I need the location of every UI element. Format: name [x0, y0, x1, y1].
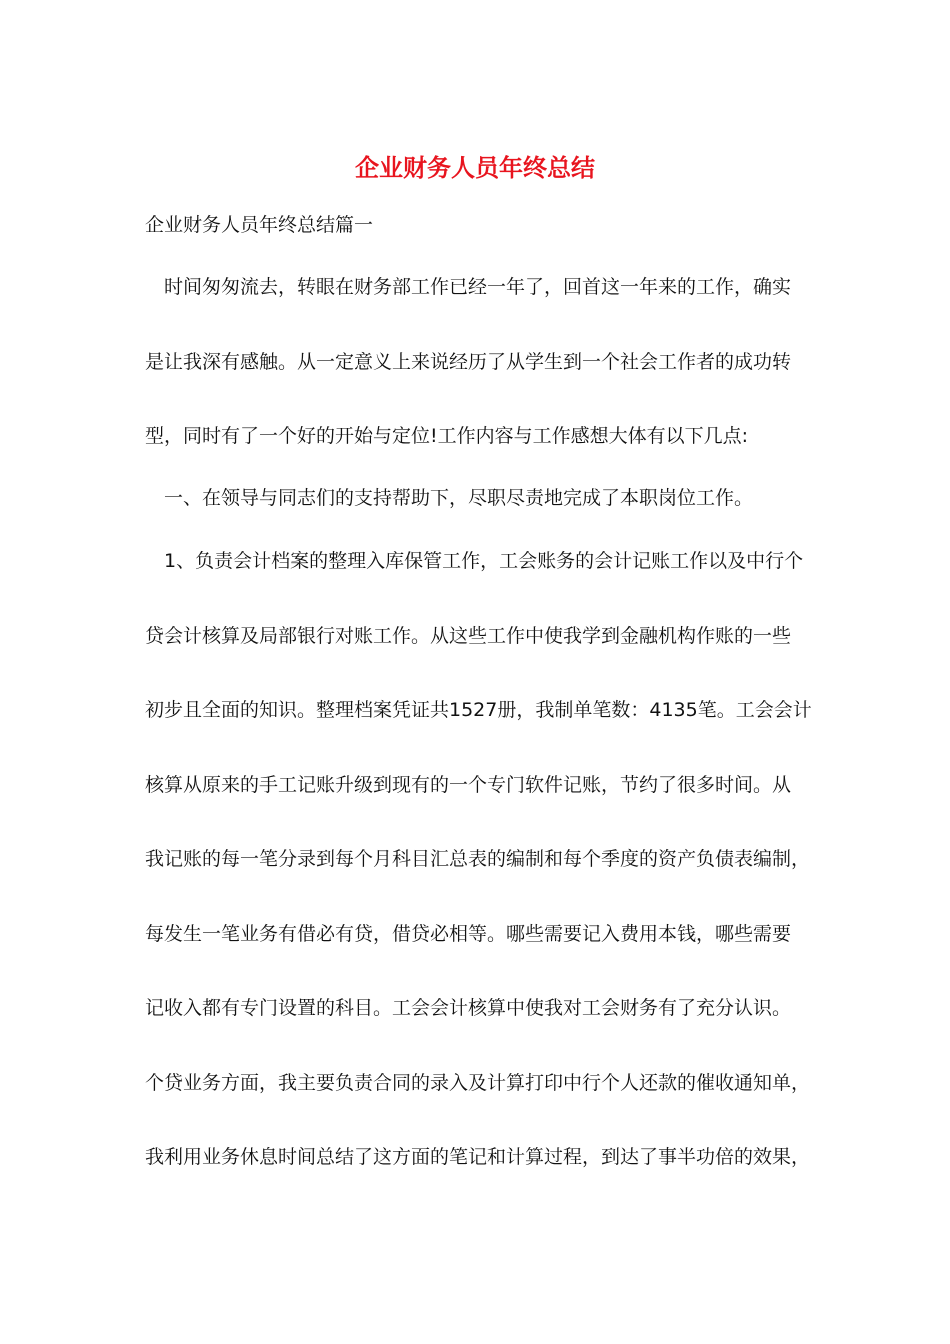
body-line-4: 一、在领导与同志们的支持帮助下，尽职尽责地完成了本职岗位工作。	[145, 487, 754, 509]
body-line-6: 贷会计核算及局部银行对账工作。从这些工作中使我学到金融机构作账的一些	[145, 625, 792, 647]
body-line-11: 记收入都有专门设置的科目。工会会计核算中使我对工会财务有了充分认识。	[145, 997, 792, 1019]
body-line-7: 初步且全面的知识。整理档案凭证共1527册，我制单笔数：4135笔。工会会计	[145, 699, 812, 721]
body-line-10: 每发生一笔业务有借必有贷，借贷必相等。哪些需要记入费用本钱，哪些需要	[145, 923, 792, 945]
body-line-5: 1、负责会计档案的整理入库保管工作，工会账务的会计记账工作以及中行个	[145, 550, 804, 572]
document-title: 企业财务人员年终总结	[355, 153, 595, 182]
body-line-9: 我记账的每一笔分录到每个月科目汇总表的编制和每个季度的资产负债表编制，	[145, 848, 811, 870]
body-line-12: 个贷业务方面，我主要负责合同的录入及计算打印中行个人还款的催收通知单，	[145, 1072, 811, 1094]
body-line-2: 是让我深有感触。从一定意义上来说经历了从学生到一个社会工作者的成功转	[145, 351, 792, 373]
body-line-13: 我利用业务休息时间总结了这方面的笔记和计算过程，到达了事半功倍的效果，	[145, 1146, 811, 1168]
body-line-8: 核算从原来的手工记账升级到现有的一个专门软件记账，节约了很多时间。从	[145, 774, 792, 796]
body-line-1: 时间匆匆流去，转眼在财务部工作已经一年了，回首这一年来的工作，确实	[145, 276, 792, 298]
body-line-3: 型，同时有了一个好的开始与定位!工作内容与工作感想大体有以下几点:	[145, 425, 749, 447]
section-heading: 企业财务人员年终总结篇一	[145, 214, 374, 236]
